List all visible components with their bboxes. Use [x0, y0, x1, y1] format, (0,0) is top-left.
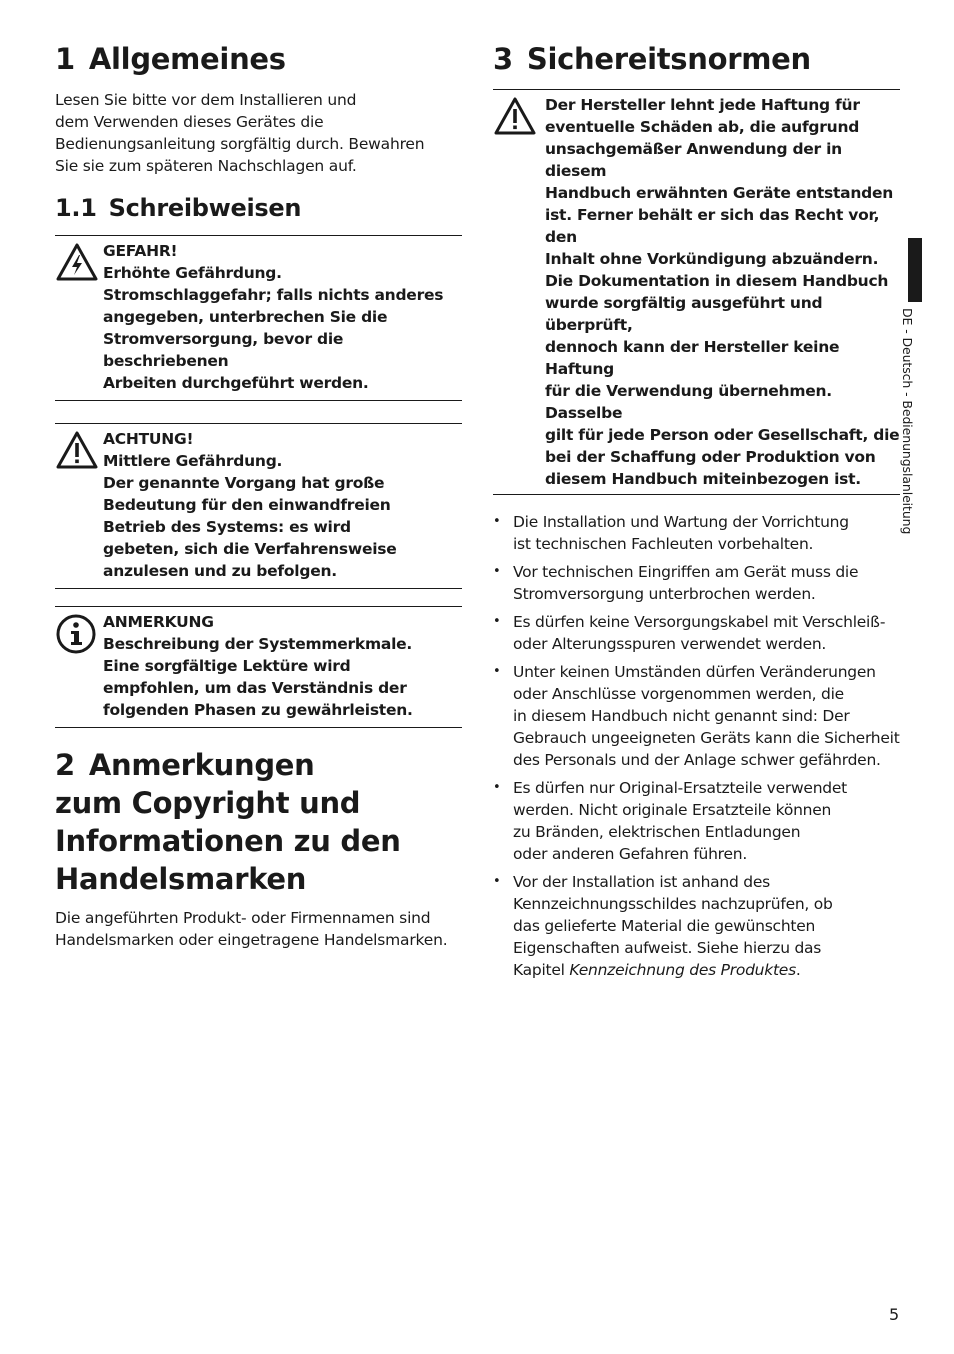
danger-notice: GEFAHR! Erhöhte Gefährdung. Stromschlaggefahr; falls nichts anderes angegeben, unterbrechen Sie die Stromversorgung, bevor die beschriebenen Arbeiten durchgeführt werden. — [55, 235, 462, 401]
list-item: • Es dürfen nur Original-Ersatzteile verwendet werden. Nicht originale Ersatzteile können zu Bränden, elektrischen Entladungen oder anderen Gefahren führen. — [493, 777, 900, 865]
section-3-heading: 3 Sichereitsnormen — [493, 42, 811, 76]
section-1-intro: Lesen Sie bitte vor dem Installieren und dem Verwenden dieses Gerätes die Bedienungsanleitung sorgfältig durch. Bewahren Sie sie zum späteren Nachschlagen auf. — [55, 91, 425, 175]
list-item: • Die Installation und Wartung der Vorrichtung ist technischen Fachleuten vorbehalten. — [493, 511, 900, 555]
chapter-reference: Kennzeichnung des Produktes — [569, 961, 796, 979]
electric-hazard-icon — [55, 242, 99, 282]
list-item: • Unter keinen Umständen dürfen Veränderungen oder Anschlüsse vorgenommen werden, die in diesem Handbuch nicht genannt sind: Der Gebrauch ungeeigneten Geräts kann die Sicherheit des Personals und der Anlage schwer gefährden. — [493, 661, 900, 771]
warning-icon — [55, 430, 99, 470]
side-language-label: DE - Deutsch - Bedienungslanleitung — [900, 308, 915, 535]
section-2-heading: 2 Anmerkungen zum Copyright und Informationen zu den Handelsmarken — [55, 748, 401, 896]
list-item: • Vor technischen Eingriffen am Gerät muss die Stromversorgung unterbrochen werden. — [493, 561, 900, 605]
language-tab-marker — [908, 238, 922, 302]
left-column — [55, 36, 462, 951]
section-1-1-heading: 1.1 Schreibweisen — [55, 194, 302, 222]
liability-notice: Der Hersteller lehnt jede Haftung für eventuelle Schäden ab, die aufgrund unsachgemäßer Anwendung der in diesem Handbuch erwähnten Geräte entstanden ist. Ferner behält er sich das Recht vor, den Inhalt ohne Vorkündigung abzuändern. Die Dokumentation in diesem Handbuch wurde sorgfältig ausgeführt und überprüft, dennoch kann der Hersteller keine Haftung für die Verwendung übernehmen. Dasselbe gilt für jede Person oder Gesellschaft, die bei der Schaffung oder Produktion von diesem Handbuch miteinbezogen ist. — [493, 89, 900, 495]
section-1-heading: 1 Allgemeines — [55, 42, 286, 76]
safety-bullet-list — [493, 511, 900, 981]
page-number: 5 — [889, 1305, 900, 1324]
list-item: • Es dürfen keine Versorgungskabel mit Verschleiß- oder Alterungsspuren verwendet werden. — [493, 611, 900, 655]
list-item: • Vor der Installation ist anhand des Kennzeichnungsschildes nachzuprüfen, ob das gelieferte Material die gewünschten Eigenschaften aufweist. Siehe hierzu das Kapitel Kennzeichnung des Produktes. — [493, 871, 900, 981]
info-icon — [55, 613, 97, 655]
section-2-body: Die angeführten Produkt- oder Firmennamen sind Handelsmarken oder eingetragene Handelsmarken. — [55, 909, 448, 949]
warning-icon — [493, 96, 537, 136]
right-column — [493, 36, 900, 987]
note-notice: ANMERKUNG Beschreibung der Systemmerkmale. Eine sorgfältige Lektüre wird empfohlen, um das Verständnis der folgenden Phasen zu gewährleisten. — [55, 606, 462, 728]
caution-notice: ACHTUNG! Mittlere Gefährdung. Der genannte Vorgang hat große Bedeutung für den einwandfreien Betrieb des Systems: es wird gebeten, sich die Verfahrensweise anzulesen und zu befolgen. — [55, 423, 462, 589]
